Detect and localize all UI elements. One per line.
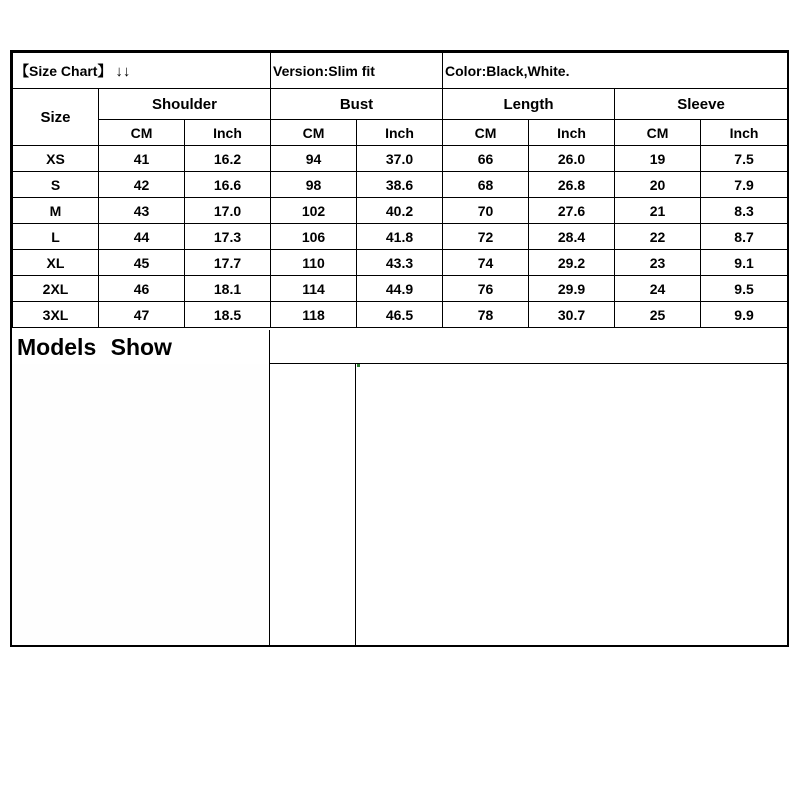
unit-header-row [13, 120, 788, 146]
model-photo [12, 364, 270, 645]
unit-header: CM [99, 120, 185, 146]
measurement-cell: 9.1 [701, 250, 788, 276]
table-row [13, 172, 788, 198]
size-cell: 3XL [13, 302, 99, 328]
measurement-cell: 26.8 [529, 172, 615, 198]
measurement-cell: 74 [443, 250, 529, 276]
measurement-cell: 44.9 [357, 276, 443, 302]
measurement-cell: 110 [271, 250, 357, 276]
models-show-title: Models Show [12, 330, 270, 364]
size-column-header: Size [13, 89, 99, 146]
shoulder-header: Shoulder [99, 89, 271, 120]
measurement-cell: 72 [443, 224, 529, 250]
measurement-cell: 41 [99, 146, 185, 172]
bust-header: Bust [271, 89, 443, 120]
measurement-cell: 23 [615, 250, 701, 276]
measurement-cell: 30.7 [529, 302, 615, 328]
measurement-cell: 17.3 [185, 224, 271, 250]
table-row [13, 198, 788, 224]
measurement-cell: 17.0 [185, 198, 271, 224]
measurement-cell: 98 [271, 172, 357, 198]
measurement-cell: 17.7 [185, 250, 271, 276]
size-rows [13, 146, 788, 328]
measurement-cell: 37.0 [357, 146, 443, 172]
unit-header: CM [271, 120, 357, 146]
measurement-cell: 29.2 [529, 250, 615, 276]
size-chart-table [12, 52, 788, 328]
measurement-cell: 27.6 [529, 198, 615, 224]
sleeve-header: Sleeve [615, 89, 788, 120]
model-photo [356, 364, 787, 645]
measurement-cell: 18.1 [185, 276, 271, 302]
size-chart-title-cell [13, 53, 271, 89]
down-arrows-icon: ↓↓ [115, 62, 131, 80]
size-cell: M [13, 198, 99, 224]
measurement-cell: 70 [443, 198, 529, 224]
measurement-cell: 7.9 [701, 172, 788, 198]
measurement-cell: 9.5 [701, 276, 788, 302]
photo-corner-mark [357, 364, 360, 367]
measurement-cell: 25 [615, 302, 701, 328]
measurement-cell: 114 [271, 276, 357, 302]
measurement-cell: 8.7 [701, 224, 788, 250]
measurement-cell: 76 [443, 276, 529, 302]
version-cell [271, 53, 443, 89]
table-row [13, 146, 788, 172]
size-chart-title: 【Size Chart】 [15, 62, 112, 79]
measurement-cell: 22 [615, 224, 701, 250]
measurement-cell: 19 [615, 146, 701, 172]
measurement-cell: 43 [99, 198, 185, 224]
table-row [13, 224, 788, 250]
measurement-cell: 16.6 [185, 172, 271, 198]
measurement-cell: 41.8 [357, 224, 443, 250]
measurement-cell: 29.9 [529, 276, 615, 302]
unit-header: Inch [529, 120, 615, 146]
measurement-cell: 28.4 [529, 224, 615, 250]
measurement-cell: 21 [615, 198, 701, 224]
version-text: Version:Slim fit [273, 62, 375, 79]
size-cell: L [13, 224, 99, 250]
unit-header: Inch [357, 120, 443, 146]
measurement-cell: 24 [615, 276, 701, 302]
size-cell: XS [13, 146, 99, 172]
measurement-cell: 102 [271, 198, 357, 224]
measurement-cell: 68 [443, 172, 529, 198]
measurement-cell: 20 [615, 172, 701, 198]
measurement-cell: 9.9 [701, 302, 788, 328]
measurement-cell: 66 [443, 146, 529, 172]
measurement-cell: 45 [99, 250, 185, 276]
table-row [13, 276, 788, 302]
unit-header: Inch [185, 120, 271, 146]
color-cell [443, 53, 788, 89]
measurement-cell: 18.5 [185, 302, 271, 328]
measurement-cell: 16.2 [185, 146, 271, 172]
header-row [13, 53, 788, 89]
size-chart-sheet [10, 50, 789, 647]
measurement-cell: 42 [99, 172, 185, 198]
size-cell: XL [13, 250, 99, 276]
measurement-cell: 40.2 [357, 198, 443, 224]
table-row [13, 250, 788, 276]
measurement-cell: 38.6 [357, 172, 443, 198]
unit-header: Inch [701, 120, 788, 146]
measurement-cell: 46.5 [357, 302, 443, 328]
measurement-cell: 26.0 [529, 146, 615, 172]
size-cell: 2XL [13, 276, 99, 302]
size-cell: S [13, 172, 99, 198]
model-photo [270, 364, 356, 645]
measurement-cell: 106 [271, 224, 357, 250]
measurement-cell: 118 [271, 302, 357, 328]
group-header-row [13, 89, 788, 120]
unit-header: CM [615, 120, 701, 146]
length-header: Length [443, 89, 615, 120]
measurement-cell: 47 [99, 302, 185, 328]
measurement-cell: 43.3 [357, 250, 443, 276]
color-text: Color:Black,White. [445, 62, 570, 79]
measurement-cell: 94 [271, 146, 357, 172]
measurement-cell: 8.3 [701, 198, 788, 224]
measurement-cell: 44 [99, 224, 185, 250]
measurement-cell: 78 [443, 302, 529, 328]
measurement-cell: 7.5 [701, 146, 788, 172]
unit-header: CM [443, 120, 529, 146]
models-header-blank [270, 330, 787, 364]
table-row [13, 302, 788, 328]
measurement-cell: 46 [99, 276, 185, 302]
